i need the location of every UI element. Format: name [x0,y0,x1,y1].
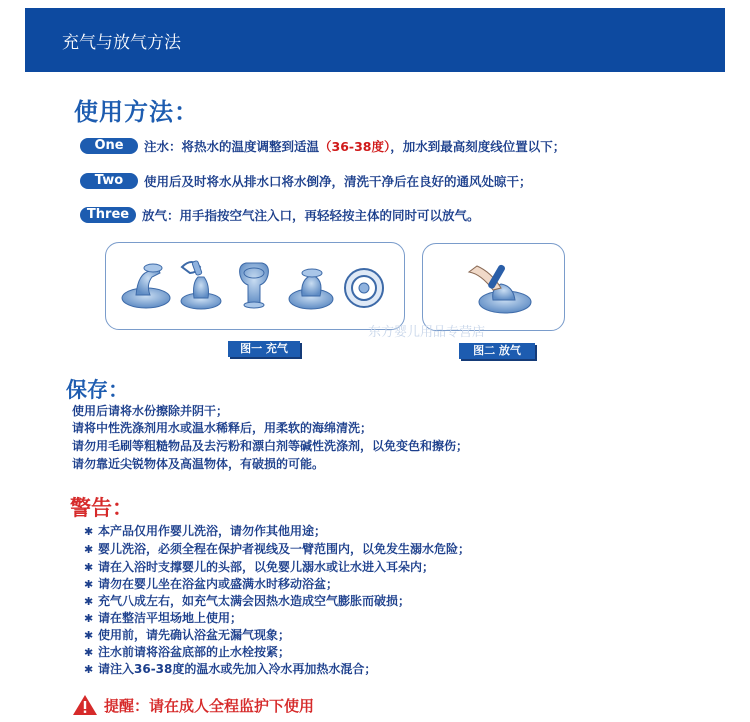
storage-section-title: 保存： [66,378,129,402]
warning-item-text: 婴儿洗浴，必须全程在保护者视线及一臂范围内，以免发生溺水危险； [98,542,471,556]
warning-item [84,522,326,539]
warning-item [84,660,376,677]
step-two-badge: Two [80,173,138,189]
valve-step-4-icon [289,269,333,309]
inflate-figure-panel [105,242,405,330]
usage-section-title: 使用方法： [74,98,199,126]
star-bullet-icon: ✱ [84,646,94,659]
valve-step-2-icon [181,260,221,309]
warning-item-text: 请在入浴时支撑婴儿的头部，以免婴儿溺水或让水进入耳朵内； [98,560,435,574]
supervision-reminder [72,694,314,716]
star-bullet-icon: ✱ [84,525,94,538]
deflate-illustration [423,244,566,332]
step-two-text: 使用后及时将水从排水口将水倒净，清洗干净后在良好的通风处晾干； [144,174,532,189]
warning-item [84,592,410,609]
star-bullet-icon: ✱ [84,663,94,676]
header-banner [25,8,725,72]
step-one-badge: One [80,138,138,154]
step-two [80,171,532,191]
step-one [80,136,565,156]
valve-top-view-icon [345,269,383,307]
watermark: 东方婴儿用品专营店 [368,325,486,340]
step-one-text-after: ，加水到最高刻度线位置以下； [390,139,566,154]
storage-line: 使用后请将水份擦除并阴干； [72,404,229,418]
deflate-caption: 图二 放气 [459,343,535,359]
warning-item [84,558,434,575]
warning-item [84,540,470,557]
warning-item-text: 请注入36-38度的温水或先加入冷水再加热水混合； [98,662,377,676]
inflate-caption: 图一 充气 [228,341,300,357]
warning-item-text: 使用前，请先确认浴盆无漏气现象； [98,628,291,642]
warning-item-text: 本产品仅用作婴儿洗浴，请勿作其他用途； [98,524,327,538]
storage-line: 请勿用毛刷等粗糙物品及去污粉和漂白剂等碱性洗涤剂，以免变色和擦伤； [72,439,469,453]
warning-triangle-icon [72,694,98,716]
page-title: 充气与放气方法 [62,33,181,53]
warning-item-text: 充气八成左右，如充气太满会因热水造成空气膨胀而破损； [98,594,411,608]
step-three-badge: Three [80,207,136,223]
storage-line: 请将中性洗涤剂用水或温水稀释后，用柔软的海绵清洗； [72,421,373,435]
warning-section-title: 警告： [70,496,133,520]
step-one-text-before: 注水：将热水的温度调整到适温 [144,139,320,154]
star-bullet-icon: ✱ [84,543,94,556]
valve-step-3-icon [240,263,269,308]
step-three-text: 放气：用手指按空气注入口，再轻轻按主体的同时可以放气。 [142,208,480,223]
star-bullet-icon: ✱ [84,595,94,608]
warning-item [84,626,290,643]
warning-item [84,575,338,592]
valve-step-1-icon [122,264,170,308]
star-bullet-icon: ✱ [84,612,94,625]
warning-item-text: 请勿在婴儿坐在浴盆内或盛满水时移动浴盆； [98,577,339,591]
reminder-text: 提醒：请在成人全程监护下使用 [104,696,315,715]
temperature-highlight: （36-38度） [319,139,391,154]
star-bullet-icon: ✱ [84,629,94,642]
storage-line: 请勿靠近尖锐物体及高温物体，有破损的可能。 [72,457,325,471]
step-three [80,205,480,225]
warning-item [84,609,242,626]
inflate-illustration [106,243,406,331]
star-bullet-icon: ✱ [84,561,94,574]
warning-item [84,643,290,660]
step-one-text [144,137,565,155]
star-bullet-icon: ✱ [84,578,94,591]
warning-item-text: 请在整洁平坦场地上使用； [98,611,243,625]
warning-item-text: 注水前请将浴盆底部的止水栓按紧； [98,645,291,659]
deflate-figure-panel [422,243,565,331]
